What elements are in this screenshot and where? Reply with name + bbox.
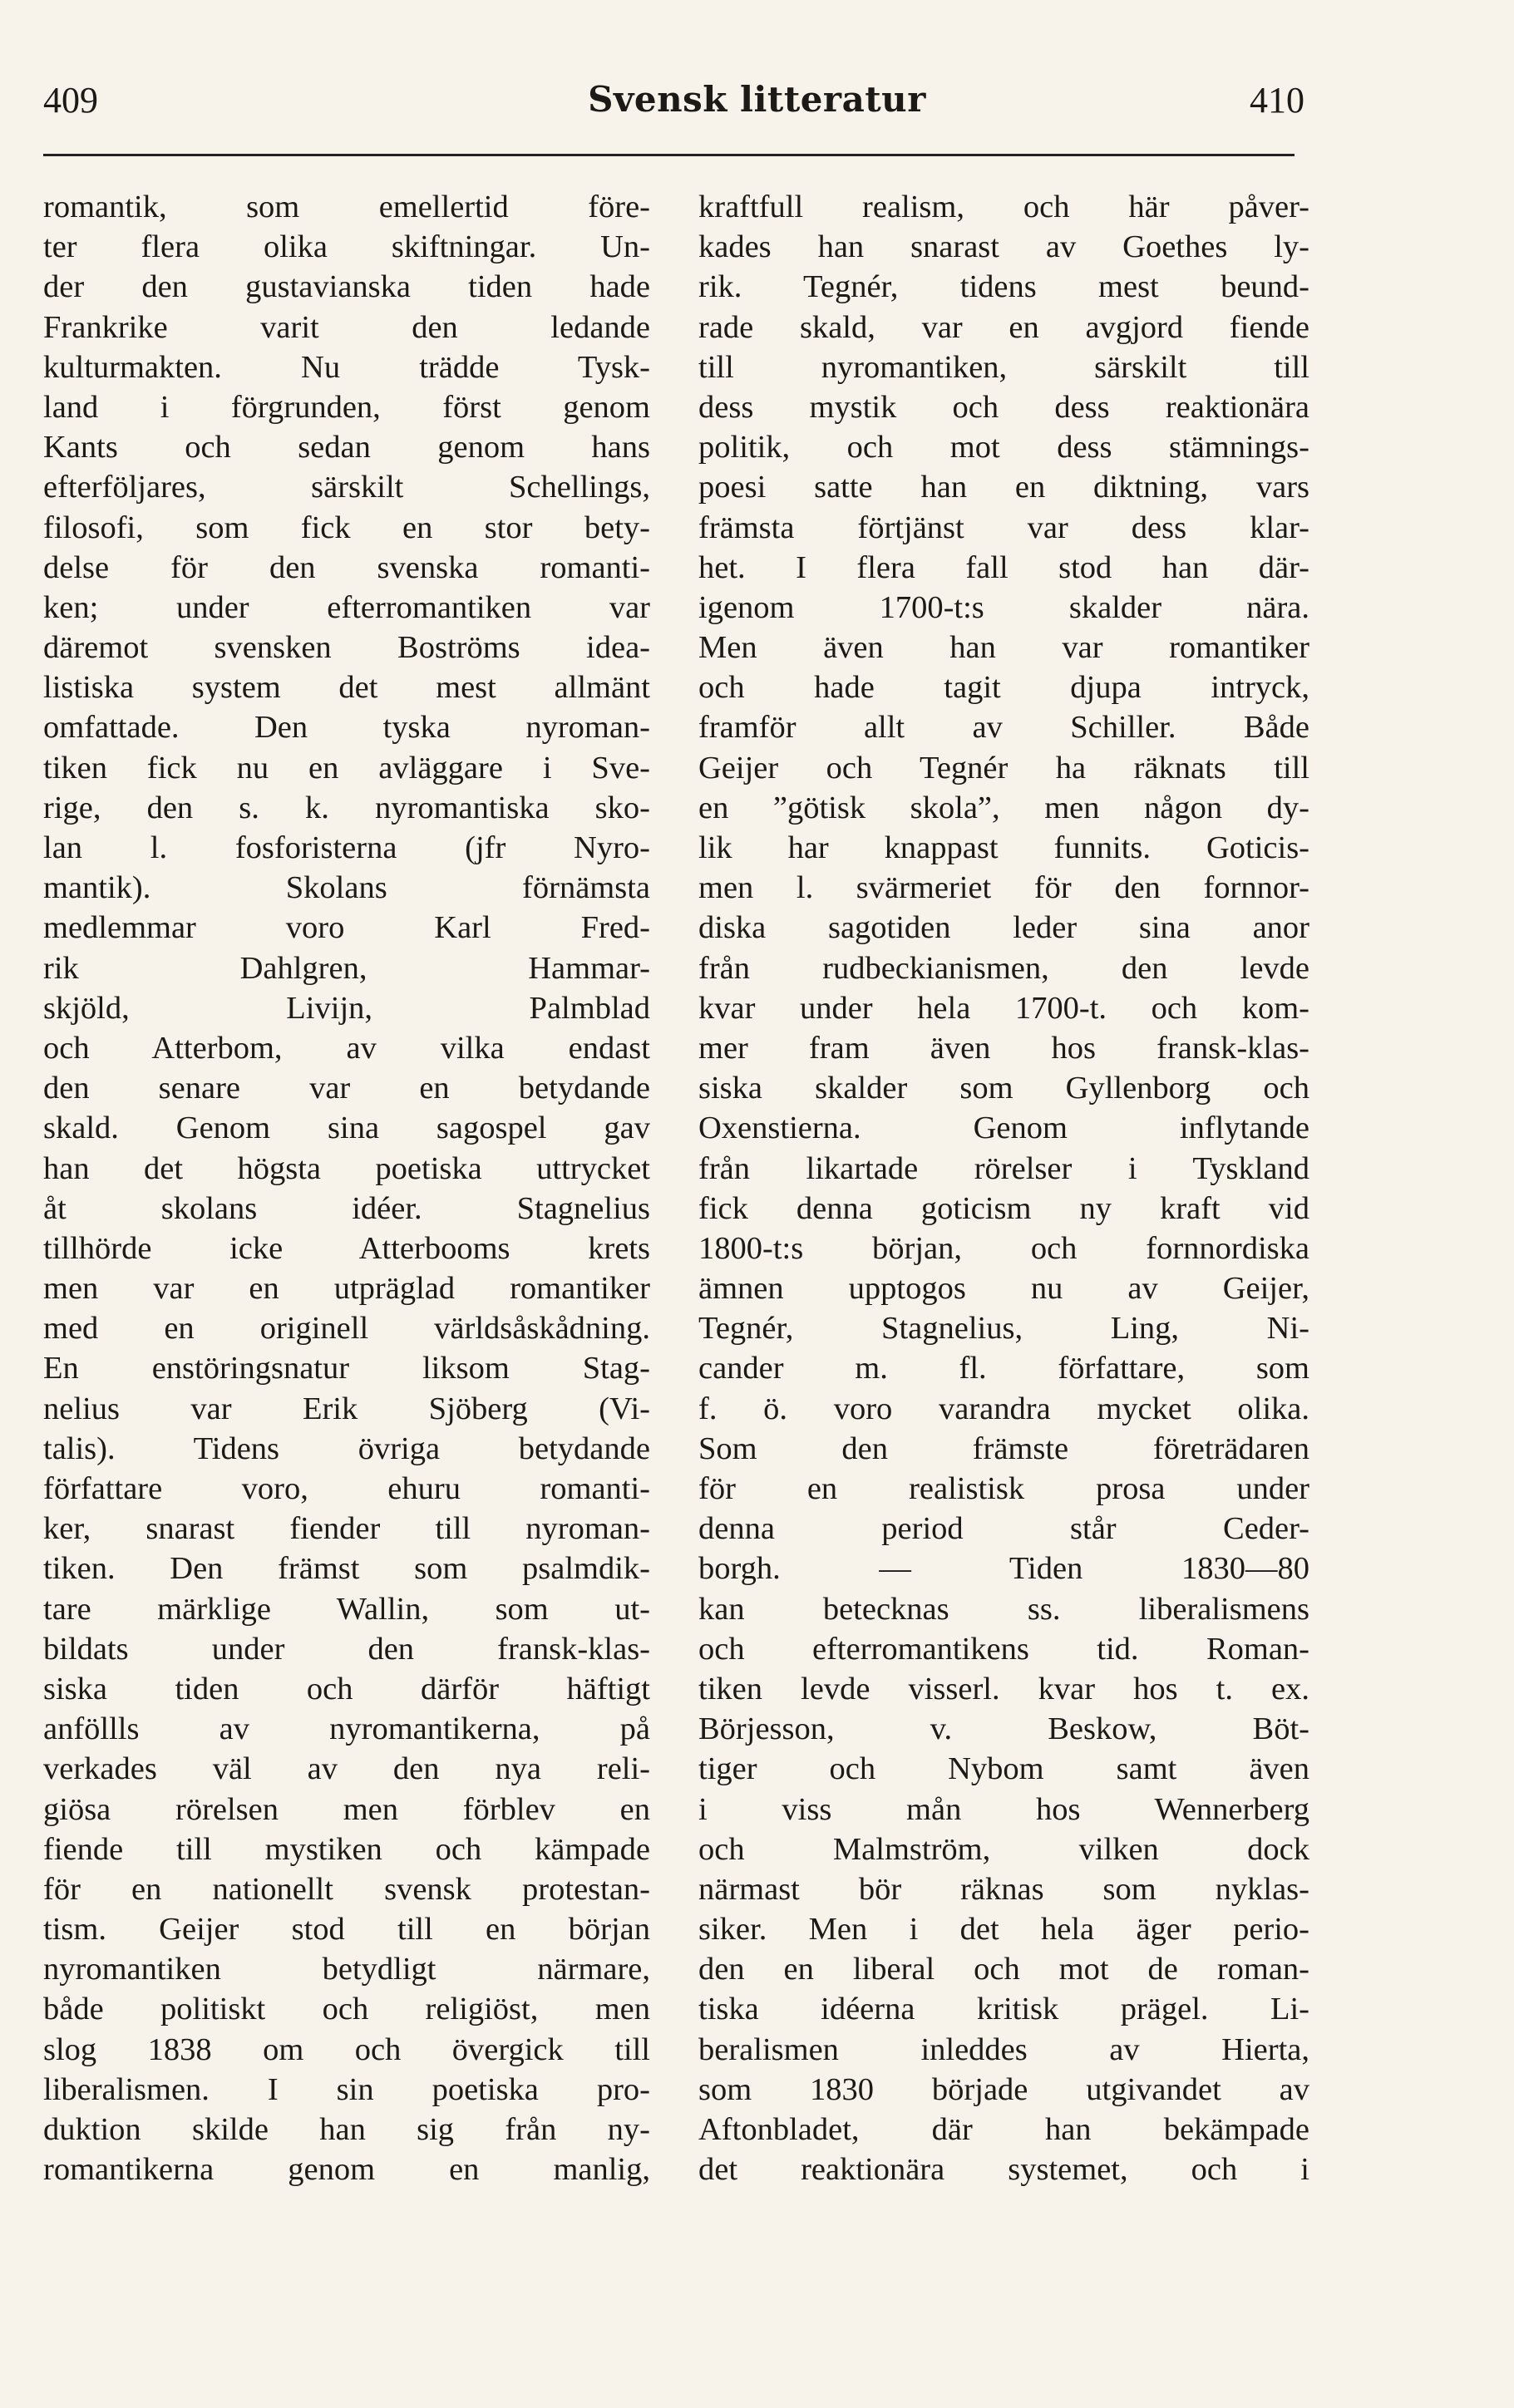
text-line: mantik). Skolans förnämsta bbox=[43, 870, 650, 906]
text-line: och efterromantikens tid. Roman- bbox=[698, 1631, 1309, 1667]
text-line: från likartade rörelser i Tyskland bbox=[698, 1150, 1309, 1186]
text-line: men var en utpräglad romantiker bbox=[43, 1271, 650, 1307]
text-line: politik, och mot dess stämnings- bbox=[698, 430, 1309, 465]
text-line: Geijer och Tegnér ha räknats till bbox=[698, 750, 1309, 785]
text-line: omfattade. Den tyska nyroman- bbox=[43, 710, 650, 746]
text-line: En enstöringsnatur liksom Stag- bbox=[43, 1351, 650, 1386]
text-line: framför allt av Schiller. Både bbox=[698, 710, 1309, 746]
text-line: ker, snarast fiender till nyroman- bbox=[43, 1511, 650, 1547]
text-line: till nyromantiken, särskilt till bbox=[698, 349, 1309, 385]
text-line: Aftonbladet, där han bekämpade bbox=[698, 2112, 1309, 2147]
text-line: giösa rörelsen men förblev en bbox=[43, 1791, 650, 1827]
text-line: siker. Men i det hela äger perio- bbox=[698, 1912, 1309, 1948]
text-line: denna period står Ceder- bbox=[698, 1511, 1309, 1547]
text-line: tiken levde visserl. kvar hos t. ex. bbox=[698, 1671, 1309, 1706]
text-line: liberalismen. I sin poetiska pro- bbox=[43, 2071, 650, 2107]
text-line: kvar under hela 1700-t. och kom- bbox=[698, 990, 1309, 1026]
text-line: en ”götisk skola”, men någon dy- bbox=[698, 790, 1309, 825]
text-line: åt skolans idéer. Stagnelius bbox=[43, 1190, 650, 1226]
text-line: som 1830 började utgivandet av bbox=[698, 2071, 1309, 2107]
text-line: Oxenstierna. Genom inflytande bbox=[698, 1110, 1309, 1146]
text-line: författare voro, ehuru romanti- bbox=[43, 1471, 650, 1506]
text-line: kulturmakten. Nu trädde Tysk- bbox=[43, 349, 650, 385]
text-line: för en nationellt svensk protestan- bbox=[43, 1871, 650, 1907]
text-line: beralismen inleddes av Hierta, bbox=[698, 2031, 1309, 2067]
text-line: rik Dahlgren, Hammar- bbox=[43, 950, 650, 986]
text-line: Börjesson, v. Beskow, Böt- bbox=[698, 1711, 1309, 1747]
text-line: fiende till mystiken och kämpade bbox=[43, 1831, 650, 1867]
text-line: ken; under efterromantiken var bbox=[43, 589, 650, 625]
text-line: främsta förtjänst var dess klar- bbox=[698, 510, 1309, 545]
text-line: kraftfull realism, och här påver- bbox=[698, 190, 1309, 224]
text-line: land i förgrunden, först genom bbox=[43, 389, 650, 425]
text-line: lan l. fosforisterna (jfr Nyro- bbox=[43, 830, 650, 865]
text-line: fick denna goticism ny kraft vid bbox=[698, 1190, 1309, 1226]
text-line: tiken. Den främst som psalmdik- bbox=[43, 1551, 650, 1587]
text-line: Tegnér, Stagnelius, Ling, Ni- bbox=[698, 1311, 1309, 1347]
text-line: för en realistisk prosa under bbox=[698, 1471, 1309, 1506]
text-line: från rudbeckianismen, den levde bbox=[698, 950, 1309, 986]
text-line: f. ö. voro varandra mycket olika. bbox=[698, 1391, 1309, 1426]
text-line: tiska idéerna kritisk prägel. Li- bbox=[698, 1992, 1309, 2027]
text-line: romantik, som emellertid före- bbox=[43, 190, 650, 224]
text-line: kades han snarast av Goethes ly- bbox=[698, 229, 1309, 265]
header-rule bbox=[43, 154, 1295, 156]
text-line: i viss mån hos Wennerberg bbox=[698, 1791, 1309, 1827]
text-line: däremot svensken Boströms idea- bbox=[43, 630, 650, 666]
running-title: Svensk litteratur bbox=[588, 79, 926, 120]
text-line: delse för den svenska romanti- bbox=[43, 549, 650, 585]
text-line: diska sagotiden leder sina anor bbox=[698, 910, 1309, 946]
text-line: tiken fick nu en avläggare i Sve- bbox=[43, 750, 650, 785]
text-line: igenom 1700-t:s skalder nära. bbox=[698, 589, 1309, 625]
left-column bbox=[43, 187, 650, 2189]
page-number-right: 410 bbox=[1250, 80, 1304, 121]
text-line: han det högsta poetiska uttrycket bbox=[43, 1150, 650, 1186]
text-line: het. I flera fall stod han där- bbox=[698, 549, 1309, 585]
text-line: ter flera olika skiftningar. Un- bbox=[43, 229, 650, 265]
text-line: medlemmar voro Karl Fred- bbox=[43, 910, 650, 946]
text-line: borgh. — Tiden 1830—80 bbox=[698, 1551, 1309, 1587]
text-line: närmast bör räknas som nyklas- bbox=[698, 1871, 1309, 1907]
text-line: Frankrike varit den ledande bbox=[43, 309, 650, 345]
text-line: den senare var en betydande bbox=[43, 1071, 650, 1106]
text-line: kan betecknas ss. liberalismens bbox=[698, 1591, 1309, 1627]
text-line: listiska system det mest allmänt bbox=[43, 670, 650, 706]
right-column bbox=[698, 187, 1309, 2189]
text-line: den en liberal och mot de roman- bbox=[698, 1952, 1309, 1987]
text-line: mer fram även hos fransk-klas- bbox=[698, 1030, 1309, 1066]
text-line: rik. Tegnér, tidens mest beund- bbox=[698, 269, 1309, 305]
text-line: rade skald, var en avgjord fiende bbox=[698, 309, 1309, 345]
text-line: siska skalder som Gyllenborg och bbox=[698, 1071, 1309, 1106]
page-header bbox=[0, 79, 1514, 145]
text-line: nelius var Erik Sjöberg (Vi- bbox=[43, 1391, 650, 1426]
text-line: 1800-t:s början, och fornnordiska bbox=[698, 1230, 1309, 1266]
text-line: tillhörde icke Atterbooms krets bbox=[43, 1230, 650, 1266]
text-line: det reaktionära systemet, och i bbox=[698, 2152, 1309, 2188]
text-line: der den gustavianska tiden hade bbox=[43, 269, 650, 305]
text-line: skjöld, Livijn, Palmblad bbox=[43, 990, 650, 1026]
text-line: anföllls av nyromantikerna, på bbox=[43, 1711, 650, 1747]
text-line: filosofi, som fick en stor bety- bbox=[43, 510, 650, 545]
text-line: lik har knappast funnits. Goticis- bbox=[698, 830, 1309, 865]
text-line: och hade tagit djupa intryck, bbox=[698, 670, 1309, 706]
text-line: tism. Geijer stod till en början bbox=[43, 1912, 650, 1948]
text-line: nyromantiken betydligt närmare, bbox=[43, 1952, 650, 1987]
text-line: dess mystik och dess reaktionära bbox=[698, 389, 1309, 425]
text-line: bildats under den fransk-klas- bbox=[43, 1631, 650, 1667]
text-line: men l. svärmeriet för den fornnor- bbox=[698, 870, 1309, 906]
text-line: Kants och sedan genom hans bbox=[43, 430, 650, 465]
text-line: romantikerna genom en manlig, bbox=[43, 2152, 650, 2188]
page-number-left: 409 bbox=[43, 80, 98, 121]
text-line: Men även han var romantiker bbox=[698, 630, 1309, 666]
text-line: tiger och Nybom samt även bbox=[698, 1751, 1309, 1787]
text-line: tare märklige Wallin, som ut- bbox=[43, 1591, 650, 1627]
text-line: och Malmström, vilken dock bbox=[698, 1831, 1309, 1867]
text-line: och Atterbom, av vilka endast bbox=[43, 1030, 650, 1066]
text-line: slog 1838 om och övergick till bbox=[43, 2031, 650, 2067]
text-line: Som den främste företrädaren bbox=[698, 1431, 1309, 1466]
text-line: poesi satte han en diktning, vars bbox=[698, 470, 1309, 505]
text-line: både politiskt och religiöst, men bbox=[43, 1992, 650, 2027]
text-line: ämnen upptogos nu av Geijer, bbox=[698, 1271, 1309, 1307]
text-line: skald. Genom sina sagospel gav bbox=[43, 1110, 650, 1146]
text-line: duktion skilde han sig från ny- bbox=[43, 2112, 650, 2147]
text-line: siska tiden och därför häftigt bbox=[43, 1671, 650, 1706]
text-line: efterföljares, särskilt Schellings, bbox=[43, 470, 650, 505]
text-line: verkades väl av den nya reli- bbox=[43, 1751, 650, 1787]
text-line: talis). Tidens övriga betydande bbox=[43, 1431, 650, 1466]
text-line: cander m. fl. författare, som bbox=[698, 1351, 1309, 1386]
text-line: rige, den s. k. nyromantiska sko- bbox=[43, 790, 650, 825]
text-line: med en originell världsåskådning. bbox=[43, 1311, 650, 1347]
